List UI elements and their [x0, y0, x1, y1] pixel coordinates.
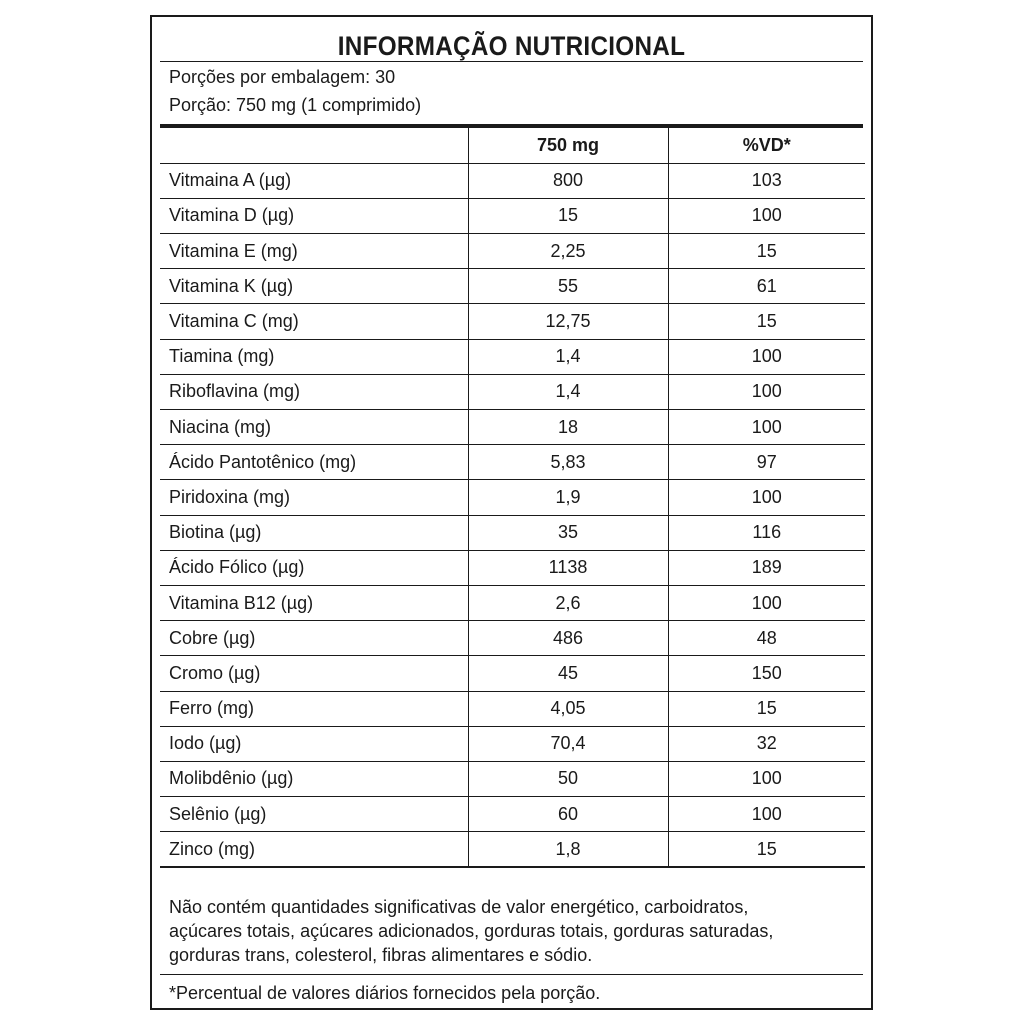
nutrient-dv: 189	[668, 550, 865, 585]
nutrient-name: Vitamina K (µg)	[160, 269, 468, 304]
nutrition-label	[150, 15, 873, 1010]
nutrient-name: Tiamina (mg)	[160, 339, 468, 374]
nutrient-dv: 32	[668, 726, 865, 761]
table-row	[160, 445, 865, 480]
nutrient-amount: 486	[468, 621, 668, 656]
nutrient-dv: 150	[668, 656, 865, 691]
table-row	[160, 304, 865, 339]
nutrient-dv: 15	[668, 234, 865, 269]
note-line: gorduras trans, colesterol, fibras alimentares e sódio.	[169, 945, 593, 965]
nutrient-amount: 12,75	[468, 304, 668, 339]
title-divider	[160, 61, 863, 62]
nutrient-amount: 1,8	[468, 832, 668, 867]
nutrient-amount: 70,4	[468, 726, 668, 761]
serving-size: Porção: 750 mg (1 comprimido)	[169, 95, 422, 115]
nutrient-name: Vitamina B12 (µg)	[160, 585, 468, 620]
table-row	[160, 726, 865, 761]
nutrient-name: Ácido Fólico (µg)	[160, 550, 468, 585]
nutrient-amount: 5,83	[468, 445, 668, 480]
nutrient-dv: 100	[668, 797, 865, 832]
nutrient-dv: 100	[668, 410, 865, 445]
table-row	[160, 269, 865, 304]
nutrient-amount: 4,05	[468, 691, 668, 726]
nutrient-dv: 15	[668, 304, 865, 339]
nutrient-amount: 800	[468, 163, 668, 198]
nutrient-amount: 2,6	[468, 585, 668, 620]
table-row	[160, 585, 865, 620]
table-row	[160, 761, 865, 796]
not-significant-note	[169, 895, 859, 967]
nutrient-amount: 1,4	[468, 339, 668, 374]
table-row	[160, 656, 865, 691]
table-row	[160, 550, 865, 585]
table-row	[160, 515, 865, 550]
nutrient-name: Niacina (mg)	[160, 410, 468, 445]
footnote-divider	[160, 974, 863, 975]
column-header-dv: %VD*	[668, 128, 865, 163]
dv-footnote: *Percentual de valores diários fornecidos pela porção.	[169, 983, 601, 1003]
nutrient-amount: 60	[468, 797, 668, 832]
table-row	[160, 621, 865, 656]
table-row	[160, 691, 865, 726]
note-line: açúcares totais, açúcares adicionados, gorduras totais, gorduras saturadas,	[169, 921, 774, 941]
nutrient-dv: 100	[668, 374, 865, 409]
nutrient-dv: 15	[668, 691, 865, 726]
table-row	[160, 832, 865, 867]
nutrient-table	[160, 128, 865, 868]
nutrient-amount: 2,25	[468, 234, 668, 269]
nutrient-dv: 100	[668, 585, 865, 620]
table-row	[160, 163, 865, 198]
column-header-name	[160, 128, 468, 163]
nutrient-name: Iodo (µg)	[160, 726, 468, 761]
nutrient-dv: 100	[668, 198, 865, 233]
nutrient-dv: 103	[668, 163, 865, 198]
nutrient-name: Riboflavina (mg)	[160, 374, 468, 409]
nutrient-amount: 50	[468, 761, 668, 796]
nutrient-amount: 35	[468, 515, 668, 550]
nutrient-name: Cobre (µg)	[160, 621, 468, 656]
nutrient-name: Zinco (mg)	[160, 832, 468, 867]
nutrient-dv: 48	[668, 621, 865, 656]
nutrient-name: Molibdênio (µg)	[160, 761, 468, 796]
nutrient-name: Cromo (µg)	[160, 656, 468, 691]
nutrient-amount: 45	[468, 656, 668, 691]
nutrient-dv: 100	[668, 761, 865, 796]
note-line: Não contém quantidades significativas de valor energético, carboidratos,	[169, 897, 749, 917]
nutrient-name: Selênio (µg)	[160, 797, 468, 832]
nutrient-name: Ácido Pantotênico (mg)	[160, 445, 468, 480]
table-row	[160, 797, 865, 832]
nutrient-name: Vitamina C (mg)	[160, 304, 468, 339]
nutrient-dv: 100	[668, 480, 865, 515]
nutrient-amount: 55	[468, 269, 668, 304]
nutrient-name: Vitmaina A (µg)	[160, 163, 468, 198]
nutrient-dv: 15	[668, 832, 865, 867]
nutrient-amount: 18	[468, 410, 668, 445]
nutrient-name: Vitamina D (µg)	[160, 198, 468, 233]
nutrient-name: Vitamina E (mg)	[160, 234, 468, 269]
nutrient-name: Ferro (mg)	[160, 691, 468, 726]
table-row	[160, 374, 865, 409]
table-row	[160, 198, 865, 233]
nutrient-amount: 1,9	[468, 480, 668, 515]
nutrient-amount: 1138	[468, 550, 668, 585]
nutrient-dv: 116	[668, 515, 865, 550]
servings-per-package: Porções por embalagem: 30	[169, 67, 396, 87]
table-row	[160, 339, 865, 374]
label-title: INFORMAÇÃO NUTRICIONAL	[337, 31, 686, 61]
nutrient-amount: 15	[468, 198, 668, 233]
nutrient-name: Piridoxina (mg)	[160, 480, 468, 515]
nutrient-name: Biotina (µg)	[160, 515, 468, 550]
nutrient-dv: 97	[668, 445, 865, 480]
column-header-amount: 750 mg	[468, 128, 668, 163]
nutrient-dv: 100	[668, 339, 865, 374]
table-header-row	[160, 128, 865, 163]
nutrient-dv: 61	[668, 269, 865, 304]
table-row	[160, 234, 865, 269]
table-row	[160, 410, 865, 445]
table-row	[160, 480, 865, 515]
nutrient-amount: 1,4	[468, 374, 668, 409]
